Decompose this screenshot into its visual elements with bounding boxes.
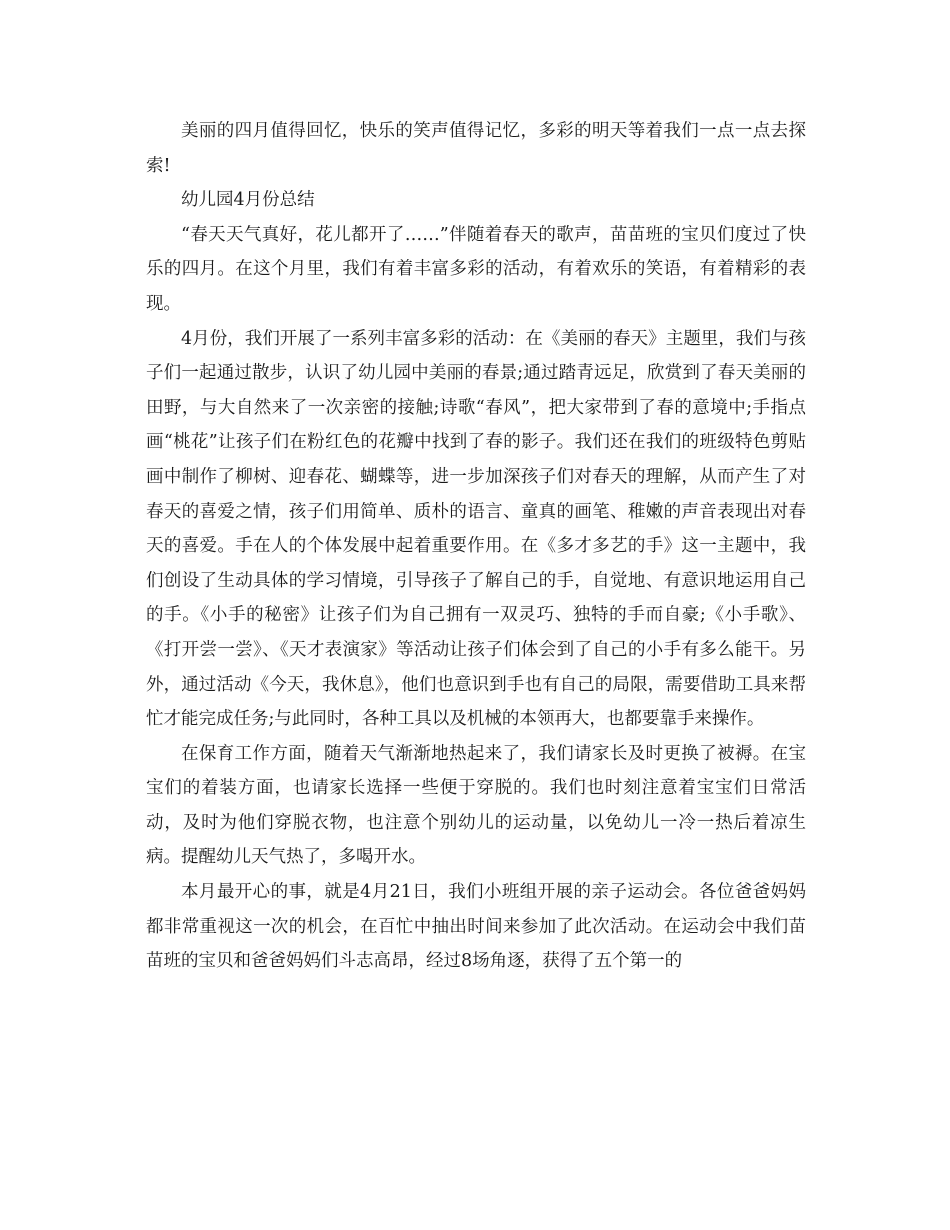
paragraph-closing-line: 美丽的四月值得回忆，快乐的笑声值得记忆，多彩的明天等着我们一点一点去探索! [146, 121, 806, 176]
paragraph-intro: “春天天气真好，花儿都开了……”伴随着春天的歌声，苗苗班的宝贝们度过了快乐的四月。在这个月里，我们有着丰富多彩的活动，有着欢乐的笑语，有着精彩的表现。 [146, 224, 806, 314]
paragraph-activities: 4月份，我们开展了一系列丰富多彩的活动：在《美丽的春天》主题里，我们与孩子们一起通过散步，认识了幼儿园中美丽的春景;通过踏青远足，欣赏到了春天美丽的田野，与大自然来了一次亲密的接触;诗歌“春风”，把大家带到了春的意境中;手指点画“桃花”让孩子们在粉红色的花瓣中找到了春的影子。我们还在我们的班级特色剪贴画中制作了柳树、迎春花、蝴蝶等，进一步加深孩子们对春天的理解，从而产生了对春天的喜爱之情，孩子们用简单、质朴的语言、童真的画笔、稚嫩的声音表现出对春天的喜爱。手在人的个体发展中起着重要作用。在《多才多艺的手》这一主题中，我们创设了生动具体的学习情境，引导孩子了解自己的手，自觉地、有意识地运用自己的手。《小手的秘密》让孩子们为自己拥有一双灵巧、独特的手而自豪;《小手歌》、《打开尝一尝》、《天才表演家》等活动让孩子们体会到了自己的小手有多么能干。另外，通过活动《今天，我休息》，他们也意识到手也有自己的局限，需要借助工具来帮忙才能完成任务;与此同时，各种工具以及机械的本领再大，也都要靠手来操作。 [146, 328, 806, 730]
paragraph-care-work: 在保育工作方面，随着天气渐渐地热起来了，我们请家长及时更换了被褥。在宝宝们的着装方面，也请家长选择一些便于穿脱的。我们也时刻注意着宝宝们日常活动，及时为他们穿脱衣物，也注意个别幼儿的运动量，以免幼儿一冷一热后着凉生病。提醒幼儿天气热了，多喝开水。 [146, 743, 806, 868]
section-title: 幼儿园4月份总结 [181, 190, 315, 211]
paragraph-sports-meet: 本月最开心的事，就是4月21日，我们小班组开展的亲子运动会。各位爸爸妈妈都非常重视这一次的机会，在百忙中抽出时间来参加了此次活动。在运动会中我们苗苗班的宝贝和爸爸妈妈们斗志高昂，经过8场角逐，获得了五个第一的 [146, 882, 806, 972]
document-page [146, 114, 806, 979]
